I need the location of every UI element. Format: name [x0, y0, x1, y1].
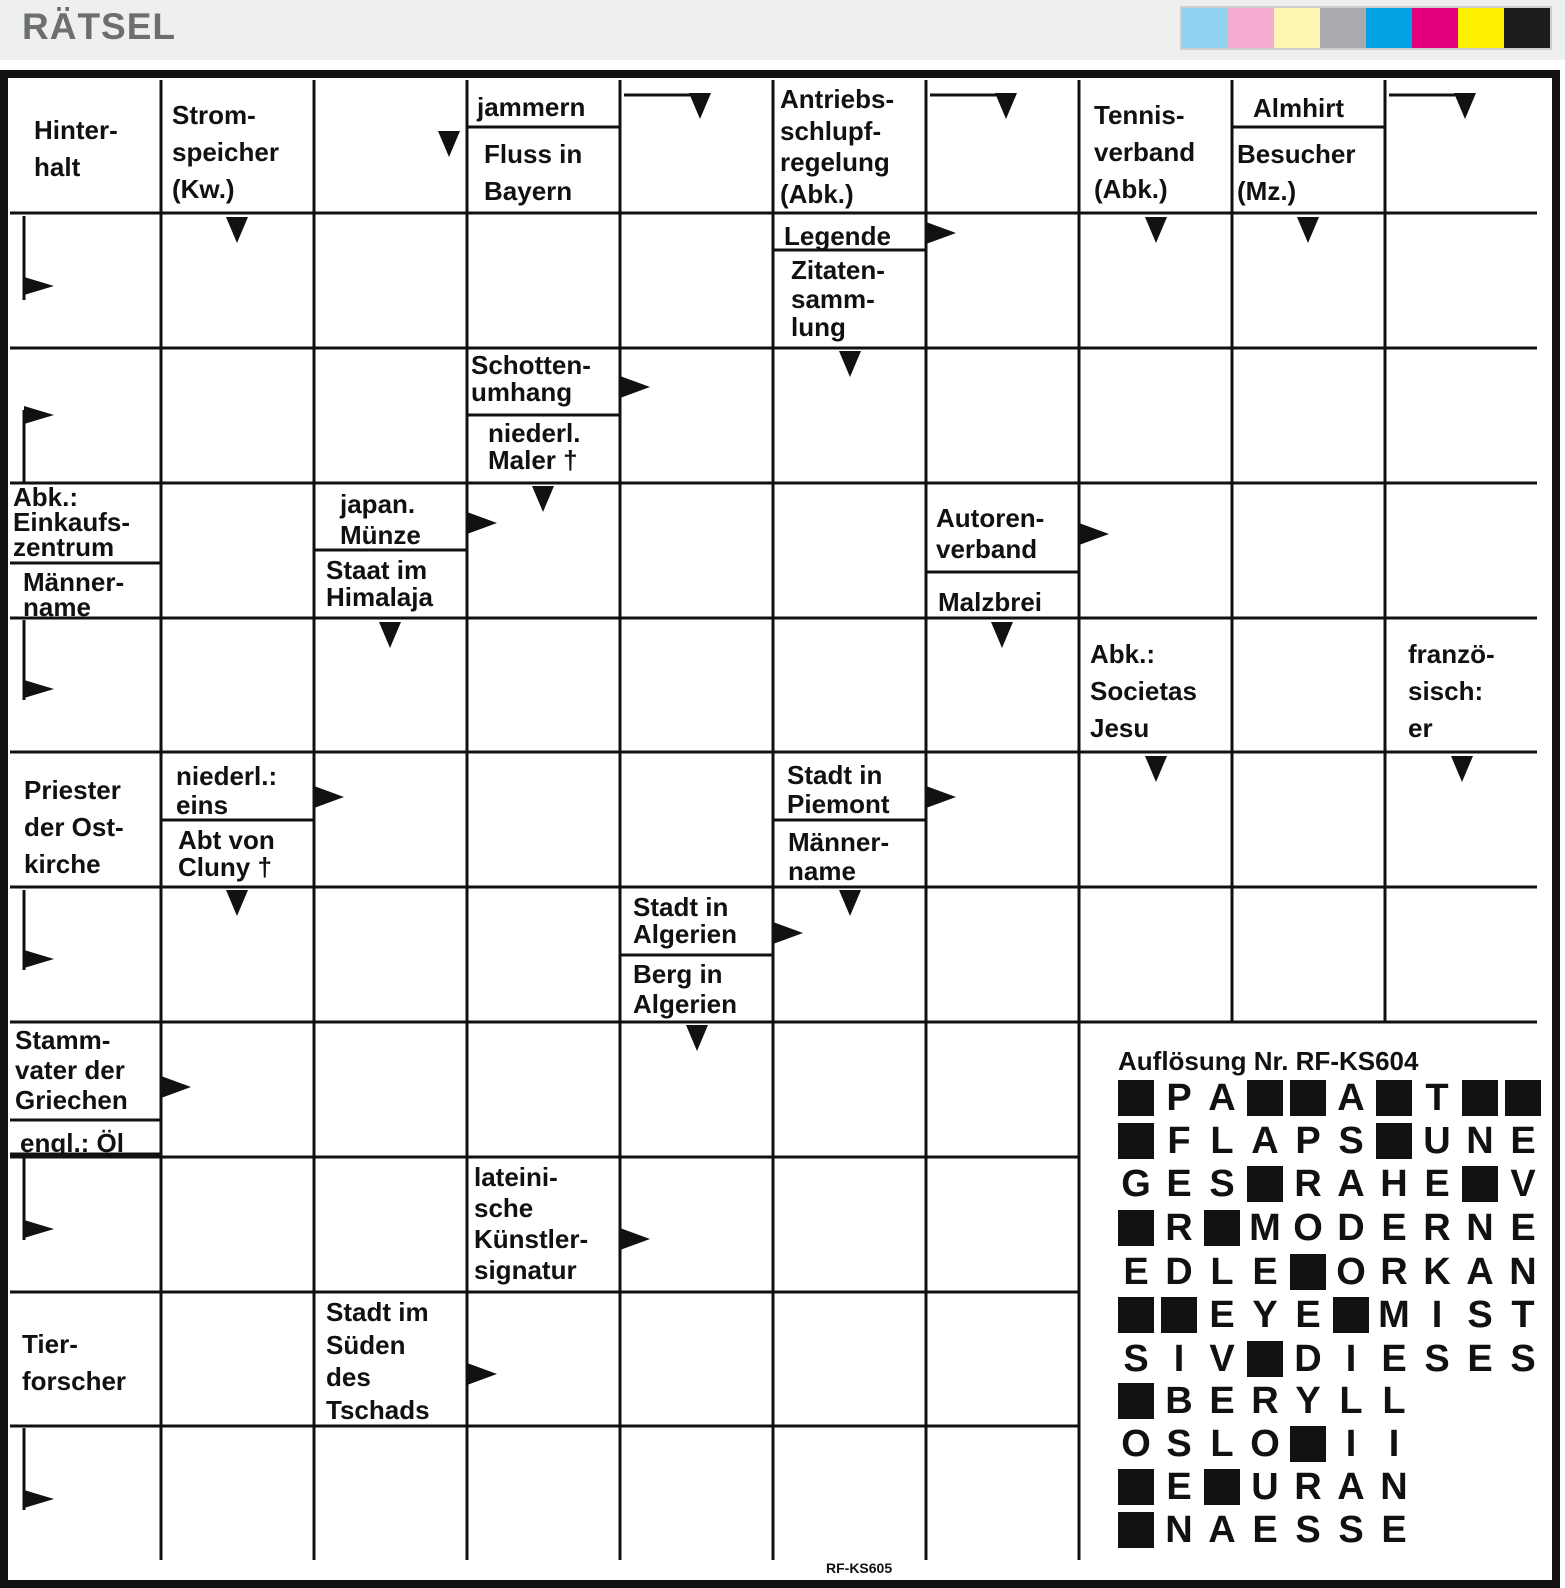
- solution-letter: V: [1510, 1163, 1536, 1205]
- solution-letter: O: [1336, 1251, 1366, 1293]
- solution-block: [1118, 1469, 1154, 1505]
- solution-block: [1204, 1469, 1240, 1505]
- clue-stadt-tschad: Stadt im Süden des Tschads: [326, 1297, 430, 1425]
- clue-antriebsschlupf: Antriebs- schlupf- regelung (Abk.): [780, 84, 895, 210]
- arrow-down-icon: [226, 217, 248, 243]
- solution-letter: R: [1294, 1466, 1322, 1508]
- solution-letter: E: [1381, 1207, 1407, 1249]
- solution-letter: P: [1295, 1120, 1321, 1162]
- solution-letter: L: [1339, 1380, 1363, 1422]
- solution-letter: A: [1466, 1251, 1494, 1293]
- solution-letter: U: [1251, 1466, 1279, 1508]
- color-swatch: [1274, 8, 1320, 48]
- clue-franzoesisch-er: franzö- sisch: er: [1408, 639, 1495, 743]
- solution-letter: A: [1208, 1509, 1236, 1551]
- solution-letter: L: [1210, 1120, 1234, 1162]
- solution-row: [1118, 1509, 1538, 1552]
- solution-letter: T: [1511, 1294, 1535, 1336]
- clue-niederl-eins: niederl.: eins: [176, 761, 278, 820]
- clue-schottenumhang: Schotten- umhang: [471, 350, 591, 408]
- solution-letter: R: [1165, 1207, 1193, 1249]
- solution-letter: I: [1431, 1294, 1443, 1336]
- arrow-flag-icon: [24, 406, 54, 424]
- color-swatch: [1182, 8, 1228, 48]
- solution-block: [1118, 1210, 1154, 1246]
- solution-letter: S: [1166, 1423, 1192, 1465]
- clue-tierforscher: Tier- forscher: [22, 1329, 127, 1396]
- solution-letter: V: [1209, 1338, 1235, 1380]
- solution-block: [1118, 1297, 1154, 1333]
- solution-block: [1505, 1080, 1541, 1116]
- arrow-flag-icon: [24, 680, 54, 698]
- solution-block: [1118, 1383, 1154, 1419]
- clue-tennisverband: Tennis- verband (Abk.): [1094, 100, 1196, 204]
- solution-block: [1290, 1080, 1326, 1116]
- solution-letter: S: [1123, 1338, 1149, 1380]
- arrow-down-icon: [1451, 756, 1473, 782]
- color-swatch: [1504, 8, 1550, 48]
- solution-letter: D: [1294, 1338, 1322, 1380]
- clue-stromspeicher: Strom- speicher (Kw.): [172, 100, 279, 204]
- solution-letter: I: [1345, 1423, 1357, 1465]
- arrow-right-icon: [926, 222, 956, 244]
- solution-letter: I: [1388, 1423, 1400, 1465]
- solution-block: [1247, 1080, 1283, 1116]
- solution-letter: N: [1509, 1251, 1537, 1293]
- solution-letter: L: [1210, 1251, 1234, 1293]
- solution-letter: Y: [1252, 1294, 1278, 1336]
- solution-letter: S: [1510, 1338, 1536, 1380]
- arrow-flag-icon: [24, 1490, 54, 1508]
- header-bar: [0, 0, 1565, 60]
- solution-letter: E: [1510, 1207, 1536, 1249]
- arrow-down-icon: [226, 890, 248, 916]
- solution-block: [1376, 1123, 1412, 1159]
- solution-letter: E: [1381, 1509, 1407, 1551]
- solution-row: [1118, 1294, 1538, 1337]
- clue-kuenstlersignatur: lateini- sche Künstler- signatur: [474, 1162, 589, 1285]
- solution-title: Auflösung Nr. RF-KS604: [1118, 1046, 1419, 1076]
- solution-letter: O: [1121, 1423, 1151, 1465]
- clue-stadt-piemont: Stadt in Piemont: [787, 760, 890, 819]
- solution-row: [1118, 1466, 1538, 1509]
- solution-block: [1118, 1123, 1154, 1159]
- clue-jammern: jammern: [477, 92, 586, 122]
- clue-berg-algerien: Berg in Algerien: [633, 959, 738, 1019]
- solution-letter: E: [1295, 1294, 1321, 1336]
- solution-letter: E: [1123, 1251, 1149, 1293]
- clue-staat-himalaja: Staat im Himalaja: [326, 555, 433, 613]
- clue-fluss-bayern: Fluss in Bayern: [484, 139, 583, 206]
- solution-letter: S: [1424, 1338, 1450, 1380]
- solution-letter: S: [1209, 1163, 1235, 1205]
- solution-letter: E: [1252, 1251, 1278, 1293]
- solution-block: [1204, 1210, 1240, 1246]
- solution-letter: E: [1381, 1338, 1407, 1380]
- color-swatch: [1366, 8, 1412, 48]
- arrow-down-icon: [689, 93, 711, 119]
- solution-block: [1376, 1080, 1412, 1116]
- solution-letter: K: [1423, 1251, 1451, 1293]
- arrow-down-icon: [438, 131, 460, 157]
- solution-letter: A: [1337, 1466, 1365, 1508]
- clue-hinterhalt: Hinter- halt: [34, 115, 118, 182]
- solution-letter: R: [1380, 1251, 1408, 1293]
- solution-letter: T: [1425, 1077, 1449, 1119]
- solution-letter: N: [1466, 1120, 1494, 1162]
- solution-row: [1118, 1338, 1538, 1381]
- solution-letter: L: [1382, 1380, 1406, 1422]
- solution-row: [1118, 1423, 1538, 1466]
- color-swatch: [1458, 8, 1504, 48]
- solution-letter: P: [1166, 1077, 1192, 1119]
- solution-letter: O: [1250, 1423, 1280, 1465]
- arrow-right-icon: [1079, 523, 1109, 545]
- clue-engl-oel: engl.: Öl: [20, 1128, 124, 1158]
- arrow-down-icon: [379, 622, 401, 648]
- solution-letter: M: [1249, 1207, 1281, 1249]
- solution-letter: E: [1467, 1338, 1493, 1380]
- solution-letter: A: [1337, 1077, 1365, 1119]
- arrow-right-icon: [467, 1363, 497, 1385]
- solution-letter: S: [1338, 1120, 1364, 1162]
- solution-letter: O: [1293, 1207, 1323, 1249]
- solution-row: [1118, 1120, 1538, 1163]
- clue-maennername-2: Männer- name: [788, 827, 890, 886]
- solution-block: [1118, 1512, 1154, 1548]
- solution-row: [1118, 1207, 1538, 1250]
- arrow-right-icon: [467, 512, 497, 534]
- arrow-down-icon: [995, 93, 1017, 119]
- solution-letter: U: [1423, 1120, 1451, 1162]
- arrow-down-icon: [532, 486, 554, 512]
- solution-letter: D: [1337, 1207, 1365, 1249]
- clue-priester: Priester der Ost- kirche: [24, 775, 124, 879]
- arrow-right-icon: [161, 1076, 191, 1098]
- solution-block: [1290, 1426, 1326, 1462]
- solution-letter: E: [1510, 1120, 1536, 1162]
- solution-letter: M: [1378, 1294, 1410, 1336]
- solution-letter: F: [1167, 1120, 1191, 1162]
- clue-besucher: Besucher (Mz.): [1237, 139, 1356, 206]
- clue-stadt-algerien: Stadt in Algerien: [633, 892, 738, 950]
- solution-letter: E: [1252, 1509, 1278, 1551]
- arrow-right-icon: [926, 786, 956, 808]
- solution-block: [1161, 1297, 1197, 1333]
- solution-block: [1290, 1254, 1326, 1290]
- solution-letter: A: [1208, 1077, 1236, 1119]
- solution-letter: I: [1173, 1338, 1185, 1380]
- solution-letter: G: [1121, 1163, 1151, 1205]
- solution-letter: N: [1165, 1509, 1193, 1551]
- solution-row: [1118, 1163, 1538, 1206]
- solution-row: [1118, 1380, 1538, 1423]
- color-swatch: [1320, 8, 1366, 48]
- solution-block: [1333, 1297, 1369, 1333]
- solution-block: [1247, 1341, 1283, 1377]
- arrow-flag-icon: [24, 950, 54, 968]
- solution-letter: R: [1251, 1380, 1279, 1422]
- arrow-right-icon: [314, 786, 344, 808]
- clue-niederl-maler: niederl. Maler †: [488, 418, 581, 476]
- clue-einkaufszentrum: Abk.: Einkaufs- zentrum: [13, 482, 131, 563]
- arrow-down-icon: [839, 351, 861, 377]
- color-swatch: [1228, 8, 1274, 48]
- clue-zitatensammlung: Zitaten- samm- lung: [791, 255, 885, 343]
- arrow-down-icon: [1454, 93, 1476, 119]
- arrow-down-icon: [686, 1025, 708, 1051]
- solution-block: [1462, 1166, 1498, 1202]
- clue-autorenverband: Autoren- verband: [936, 503, 1045, 564]
- solution-letter: N: [1380, 1466, 1408, 1508]
- clue-societas-jesu: Abk.: Societas Jesu: [1090, 639, 1197, 743]
- solution-letter: S: [1295, 1509, 1321, 1551]
- arrow-flag-icon: [24, 277, 54, 295]
- solution-letter: E: [1424, 1163, 1450, 1205]
- solution-letter: E: [1166, 1163, 1192, 1205]
- arrow-down-icon: [991, 622, 1013, 648]
- clue-malzbrei: Malzbrei: [938, 587, 1043, 617]
- color-swatch: [1412, 8, 1458, 48]
- solution-letter: D: [1165, 1251, 1193, 1293]
- arrow-right-icon: [620, 1228, 650, 1250]
- arrow-right-icon: [773, 922, 803, 944]
- solution-letter: Y: [1295, 1380, 1321, 1422]
- solution-letter: E: [1166, 1466, 1192, 1508]
- clue-almhirt: Almhirt: [1253, 93, 1344, 123]
- solution-letter: N: [1466, 1207, 1494, 1249]
- clue-abt-cluny: Abt von Cluny †: [178, 825, 275, 883]
- solution-letter: R: [1294, 1163, 1322, 1205]
- solution-letter: R: [1423, 1207, 1451, 1249]
- arrow-right-icon: [620, 376, 650, 398]
- arrow-down-icon: [1145, 217, 1167, 243]
- solution-letter: S: [1338, 1509, 1364, 1551]
- color-calibration-strip: [1180, 6, 1552, 50]
- puzzle-code: RF-KS605: [826, 1560, 893, 1576]
- solution-row: [1118, 1251, 1538, 1294]
- solution-block: [1247, 1166, 1283, 1202]
- arrow-down-icon: [1145, 756, 1167, 782]
- solution-letter: L: [1210, 1423, 1234, 1465]
- arrow-down-icon: [839, 890, 861, 916]
- solution-letter: E: [1209, 1294, 1235, 1336]
- arrow-down-icon: [1297, 217, 1319, 243]
- page-title: RÄTSEL: [22, 6, 176, 47]
- solution-block: [1118, 1080, 1154, 1116]
- solution-row: [1118, 1077, 1538, 1120]
- solution-letter: A: [1337, 1163, 1365, 1205]
- solution-letter: B: [1165, 1380, 1193, 1422]
- solution-letter: E: [1209, 1380, 1235, 1422]
- solution-letter: S: [1467, 1294, 1493, 1336]
- solution-letter: H: [1380, 1163, 1408, 1205]
- solution-letter: A: [1251, 1120, 1279, 1162]
- arrow-flag-icon: [24, 1220, 54, 1238]
- solution-letter: I: [1345, 1338, 1357, 1380]
- solution-block: [1462, 1080, 1498, 1116]
- clue-stammvater: Stamm- vater der Griechen: [15, 1025, 128, 1115]
- clue-maennername-1: Männer- name: [23, 567, 125, 622]
- clue-legende: Legende: [784, 221, 891, 251]
- clue-japan-muenze: japan. Münze: [340, 489, 421, 550]
